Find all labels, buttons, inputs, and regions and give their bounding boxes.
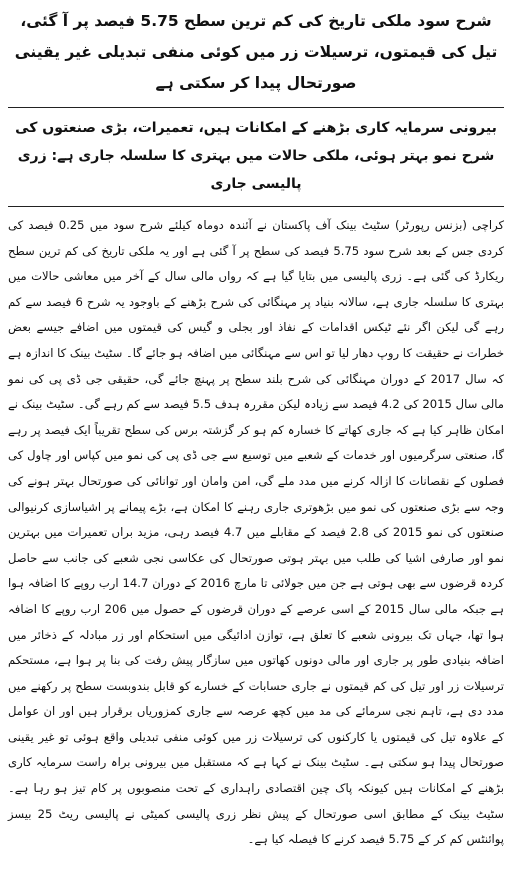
article-subheadline: بیرونی سرمایہ کاری بڑھنے کے امکانات ہیں، تعمیرات، بڑی صنعتوں کی شرح نمو بہتر ہوئی، ملکی حالات میں بہتری کا سلسلہ جاری ہے: زری پالیسی جاری bbox=[15, 120, 497, 192]
headline-divider bbox=[8, 107, 504, 108]
article-body bbox=[8, 213, 504, 853]
subheadline-divider bbox=[8, 206, 504, 207]
article-headline: شرح سود ملکی تاریخ کی کم ترین سطح 5.75 فیصد پر آ گئی، تیل کی قیمتوں، ترسیلات زر میں کوئی منفی تبدیلی غیر یقینی صورتحال پیدا کر سکتی ہے bbox=[14, 12, 498, 92]
article-body-text: کراچی (بزنس رپورٹر) سٹیٹ بینک آف پاکستان نے آئندہ دوماہ کیلئے شرح سود میں 0.25 فیصد کی کردی جس کے بعد شرح سود 5.75 فیصد کی سطح پر آ گئی ہے اور یہ ملکی تاریخ کی کم ترین سطح ریکارڈ کی گئی ہے۔ زری پالیسی میں بتایا گیا ہے کہ رواں مالی سال کے آخر میں معاشی حالات میں بہتری کا سلسلہ جاری ہے، سالانہ بنیاد پر مہنگائی کی شرح بڑھنے کے باوجود یہ شرح 6 فیصد سے کم رہے گی لیکن اگر نئے ٹیکس اقدامات کے نفاذ اور بجلی و گیس کی قیمتوں میں اضافے جیسے بعض خطرات نے حقیقت کا روپ دھار لیا تو اس سے مہنگائی میں اضافہ ہو جائے گا۔ سٹیٹ بینک کا اندازہ ہے کہ سال 2017 کے دوران مہنگائی کی شرح بلند سطح پر پہنچ جائے گی، حقیقی جی ڈی پی کی نمو مالی سال 2015 کی 4.2 فیصد سے زیادہ لیکن مقررہ ہدف 5.5 فیصد سے کم رہے گی۔ سٹیٹ بینک نے امکان ظاہر کیا ہے کہ جاری کھاتے کا خسارہ کم ہو کر گزشتہ برس کی سطح تقریباً ایک فیصد پر رہے گا، صنعتی سرگرمیوں اور خدمات کے شعبے میں توسیع سے جی ڈی پی کی نمو میں کپاس اور چاول کی فصلوں کے نقصانات کا ازالہ کرنے میں مدد ملے گی، امن وامان اور توانائی کی صورتحال بہتر ہونے کی وجہ سے بڑی صنعتوں کی نمو میں بڑھوتری جاری رہنے کا امکان ہے، بڑے پیمانے پر اشیاسازی کرنیوالی صنعتوں کی نمو 2015 کی 2.8 فیصد کے مقابلے میں 4.7 فیصد رہی، مزید براں تعمیرات میں بہترین نمو اور صارفی اشیا کی طلب میں بہتر ہوتی صورتحال کی عکاسی نجی شعبے کی جانب سے حاصل کردہ قرضوں سے بھی ہوتی ہے جن میں جولائی تا مارچ 2016 کے دوران 14.7 ارب روپے کا اضافہ ہوا ہے جبکہ مالی سال 2015 کے اسی عرصے کے دوران قرضوں کے حصول میں 206 ارب روپے کا اضافہ ہوا تھا، جہاں تک بیرونی شعبے کا تعلق ہے، توازن ادائیگی میں استحکام اور زر مبادلہ کے ذخائر میں اضافہ بنیادی طور پر جاری اور مالی دونوں کھاتوں میں سازگار پیش رفت کی بنا پر ہوا ہے، مستحکم ترسیلات زر اور تیل کی کم قیمتوں نے جاری حسابات کے خسارے کو قابل بندوبست سطح پر رکھنے میں مدد دی ہے، تاہم نجی سرمائے کی مد میں کچھ عرصہ سے جاری کمزوریاں برقرار ہیں اور ان عوامل کے علاوہ تیل کی قیمتوں یا کارکنوں کی ترسیلات زر میں کوئی منفی تبدیلی واقع ہوئی تو غیر یقینی صورتحال پیدا ہو سکتی ہے۔ سٹیٹ بینک نے کہا ہے کہ مستقبل میں بیرونی براہ راست سرمایہ کاری بڑھنے کے امکانات ہیں کیونکہ پاک چین اقتصادی راہداری کے تحت منصوبوں پر کام تیز ہو رہا ہے۔ سٹیٹ بینک کے مطابق اسی صورتحال کے پیش نظر زری پالیسی کمیٹی نے پالیسی ریٹ 25 بیسز پوائنٹس کم کر کے 5.75 فیصد کرنے کا فیصلہ کیا ہے۔ bbox=[8, 218, 505, 847]
